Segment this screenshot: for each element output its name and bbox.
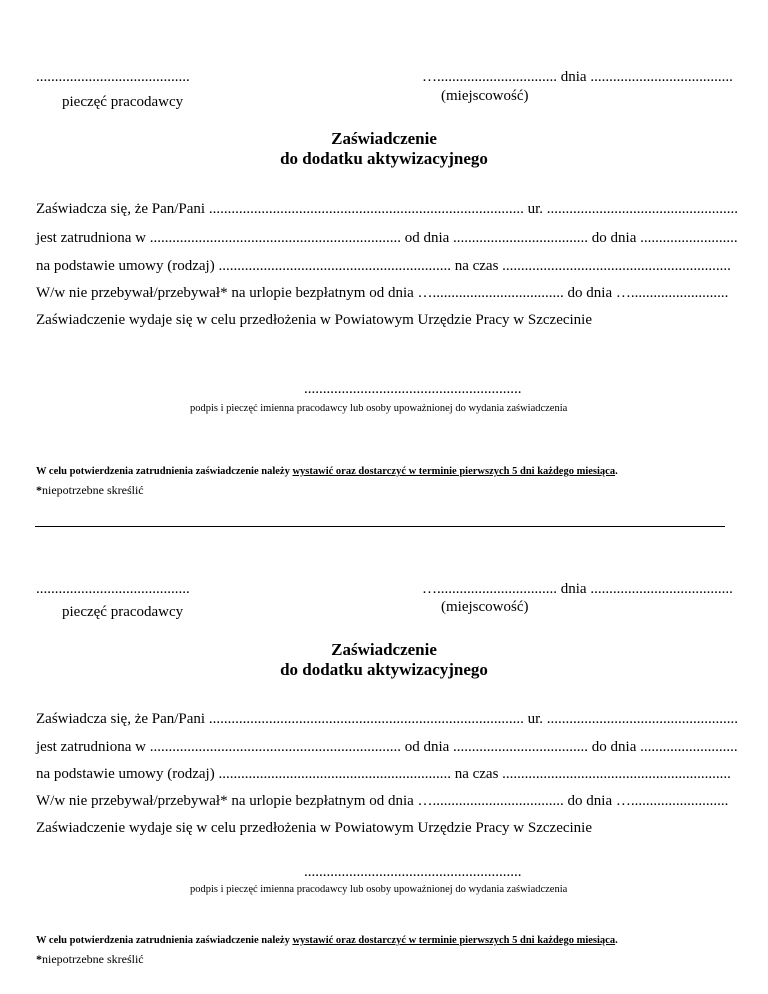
employer-stamp-dots: .........................................: [36, 581, 190, 597]
place-date-field: …................................ dnia ......................................: [422, 69, 733, 85]
place-label: (miejscowość): [441, 88, 529, 104]
delivery-note-end: .: [615, 466, 618, 477]
document-title: Zaświadczenie: [331, 640, 437, 659]
employer-stamp-dots: .........................................: [36, 69, 190, 85]
delivery-note-text: W celu potwierdzenia zatrudnienia zaświadczenie należy: [36, 466, 293, 477]
unpaid-leave-line: W/w nie przebywał/przebywał* na urlopie bezpłatnym od dnia …................................... do dnia …..........................: [36, 793, 729, 809]
delivery-note: [36, 466, 618, 477]
cut-line: [35, 526, 725, 527]
delivery-note-deadline: wystawić oraz dostarczyć w terminie pierwszych 5 dni każdego miesiąca: [292, 935, 616, 946]
employment-line: jest zatrudniona w ................................................................... od dnia .................................... do dnia ..........................: [36, 230, 738, 246]
footnote-star: *: [36, 483, 42, 497]
delivery-note-end: .: [615, 935, 618, 946]
person-line: Zaświadcza się, że Pan/Pani .................................................................................... ur. ...................................................: [36, 201, 739, 217]
delivery-note: [36, 935, 618, 946]
contract-line: na podstawie umowy (rodzaj) .............................................................. na czas .............................................................: [36, 258, 731, 274]
footnote: [36, 952, 144, 967]
document-subtitle: do dodatku aktywizacyjnego: [280, 660, 488, 679]
place-date-field: …................................ dnia ......................................: [422, 581, 733, 597]
footnote-text: niepotrzebne skreślić: [42, 952, 144, 966]
signature-dots: ..........................................................: [304, 864, 522, 880]
document-title: Zaświadczenie: [331, 129, 437, 148]
contract-line: na podstawie umowy (rodzaj) .............................................................. na czas .............................................................: [36, 766, 731, 782]
unpaid-leave-line: W/w nie przebywał/przebywał* na urlopie bezpłatnym od dnia …................................... do dnia …..........................: [36, 285, 729, 301]
purpose-line: Zaświadczenie wydaje się w celu przedłożenia w Powiatowym Urzędzie Pracy w Szczecinie: [36, 820, 593, 836]
signature-dots: ..........................................................: [304, 381, 522, 397]
footnote-star: *: [36, 952, 42, 966]
footnote-text: niepotrzebne skreślić: [42, 483, 144, 497]
purpose-line: Zaświadczenie wydaje się w celu przedłożenia w Powiatowym Urzędzie Pracy w Szczecinie: [36, 312, 593, 328]
document-subtitle: do dodatku aktywizacyjnego: [280, 149, 488, 168]
employer-stamp-label: pieczęć pracodawcy: [62, 604, 184, 620]
delivery-note-deadline: wystawić oraz dostarczyć w terminie pierwszych 5 dni każdego miesiąca: [292, 466, 616, 477]
signature-label: podpis i pieczęć imienna pracodawcy lub osoby upoważnionej do wydania zaświadczenia: [190, 884, 568, 895]
person-line: Zaświadcza się, że Pan/Pani .................................................................................... ur. ...................................................: [36, 711, 739, 727]
employment-line: jest zatrudniona w ................................................................... od dnia .................................... do dnia ..........................: [36, 739, 738, 755]
employer-stamp-label: pieczęć pracodawcy: [62, 94, 184, 110]
delivery-note-text: W celu potwierdzenia zatrudnienia zaświadczenie należy: [36, 935, 293, 946]
footnote: [36, 483, 144, 498]
signature-label: podpis i pieczęć imienna pracodawcy lub osoby upoważnionej do wydania zaświadczenia: [190, 403, 568, 414]
place-label: (miejscowość): [441, 599, 529, 615]
